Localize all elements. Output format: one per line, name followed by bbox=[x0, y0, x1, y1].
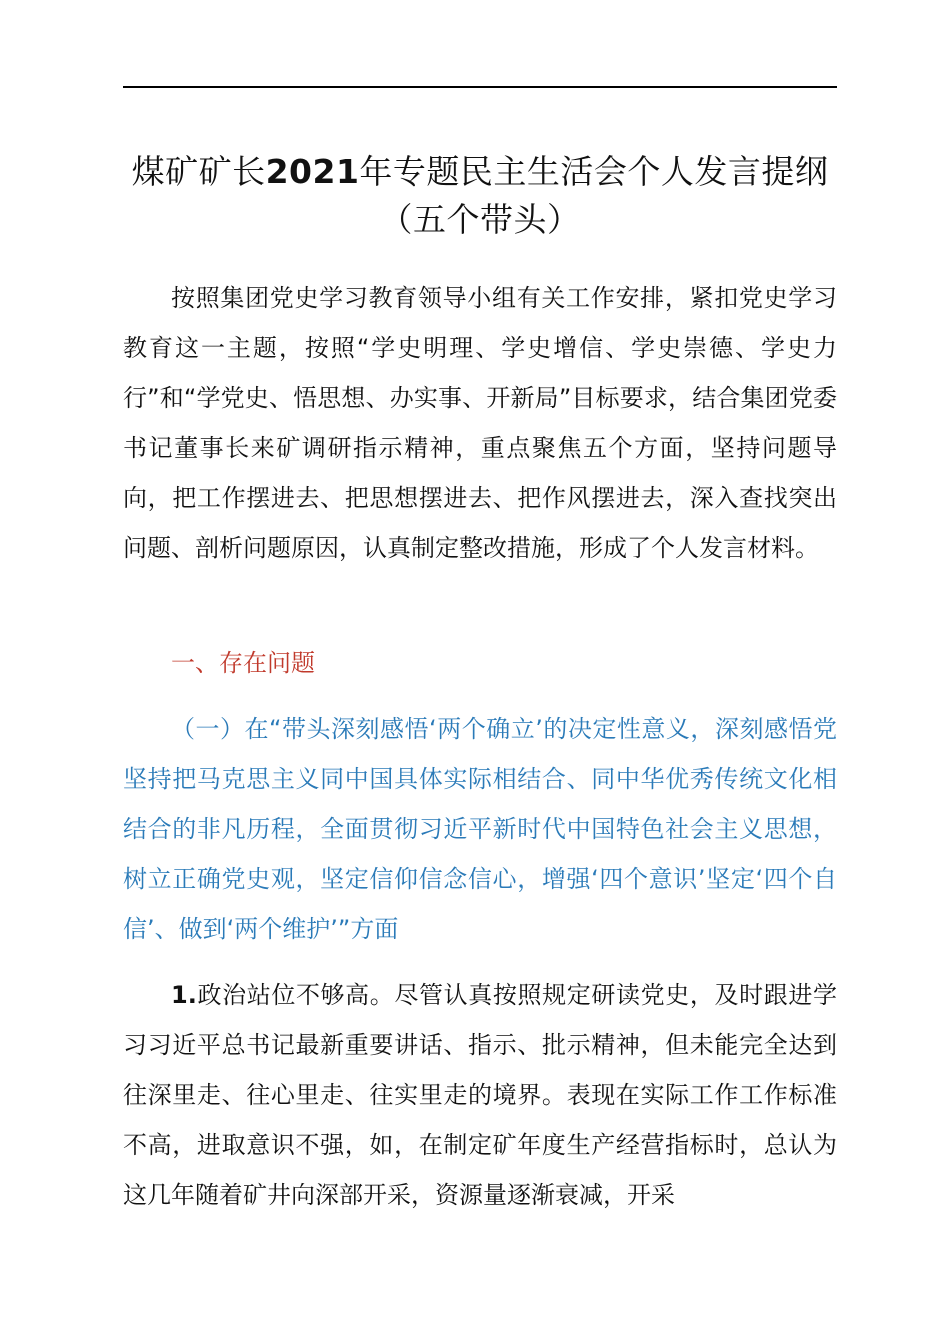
section-heading: 一、存在问题 bbox=[171, 649, 315, 677]
item-1-paragraph bbox=[123, 970, 837, 1220]
title-year: 2021 bbox=[265, 152, 360, 191]
intro-paragraph: 按照集团党史学习教育领导小组有关工作安排，紧扣党史学习教育这一主题，按照“学史明理、学史增信、学史崇德、学史力行”和“学党史、悟思想、办实事、开新局”目标要求，结合集团党委书记董事长来矿调研指示精神，重点聚焦五个方面，坚持问题导向，把工作摆进去、把思想摆进去、把作风摆进去，深入查找突出问题、剖析问题原因，认真制定整改措施，形成了个人发言材料。 bbox=[123, 284, 837, 562]
item-1-number: 1. bbox=[171, 981, 197, 1009]
title-part-1: 煤矿矿长 bbox=[131, 152, 266, 191]
document-title bbox=[123, 148, 837, 244]
header-rule bbox=[123, 86, 837, 88]
title-part-2: 年专题民主生活会个人发言提纲（五个带头） bbox=[359, 152, 829, 239]
item-1-text: 政治站位不够高。尽管认真按照规定研读党史，及时跟进学习习近平总书记最新重要讲话、指示、批示精神，但未能完全达到往深里走、往心里走、往实里走的境界。表现在实际工作工作标准不高，进取意识不强，如，在制定矿年度生产经营指标时，总认为这几年随着矿井向深部开采，资源量逐渐衰减，开采 bbox=[123, 981, 837, 1209]
subsection-heading: （一）在“带头深刻感悟‘两个确立’的决定性意义，深刻感悟党坚持把马克思主义同中国具体实际相结合、同中华优秀传统文化相结合的非凡历程，全面贯彻习近平新时代中国特色社会主义思想，树立正确党史观，坚定信仰信念信心，增强‘四个意识’坚定‘四个自信’、做到‘两个维护’”方面 bbox=[123, 715, 837, 943]
